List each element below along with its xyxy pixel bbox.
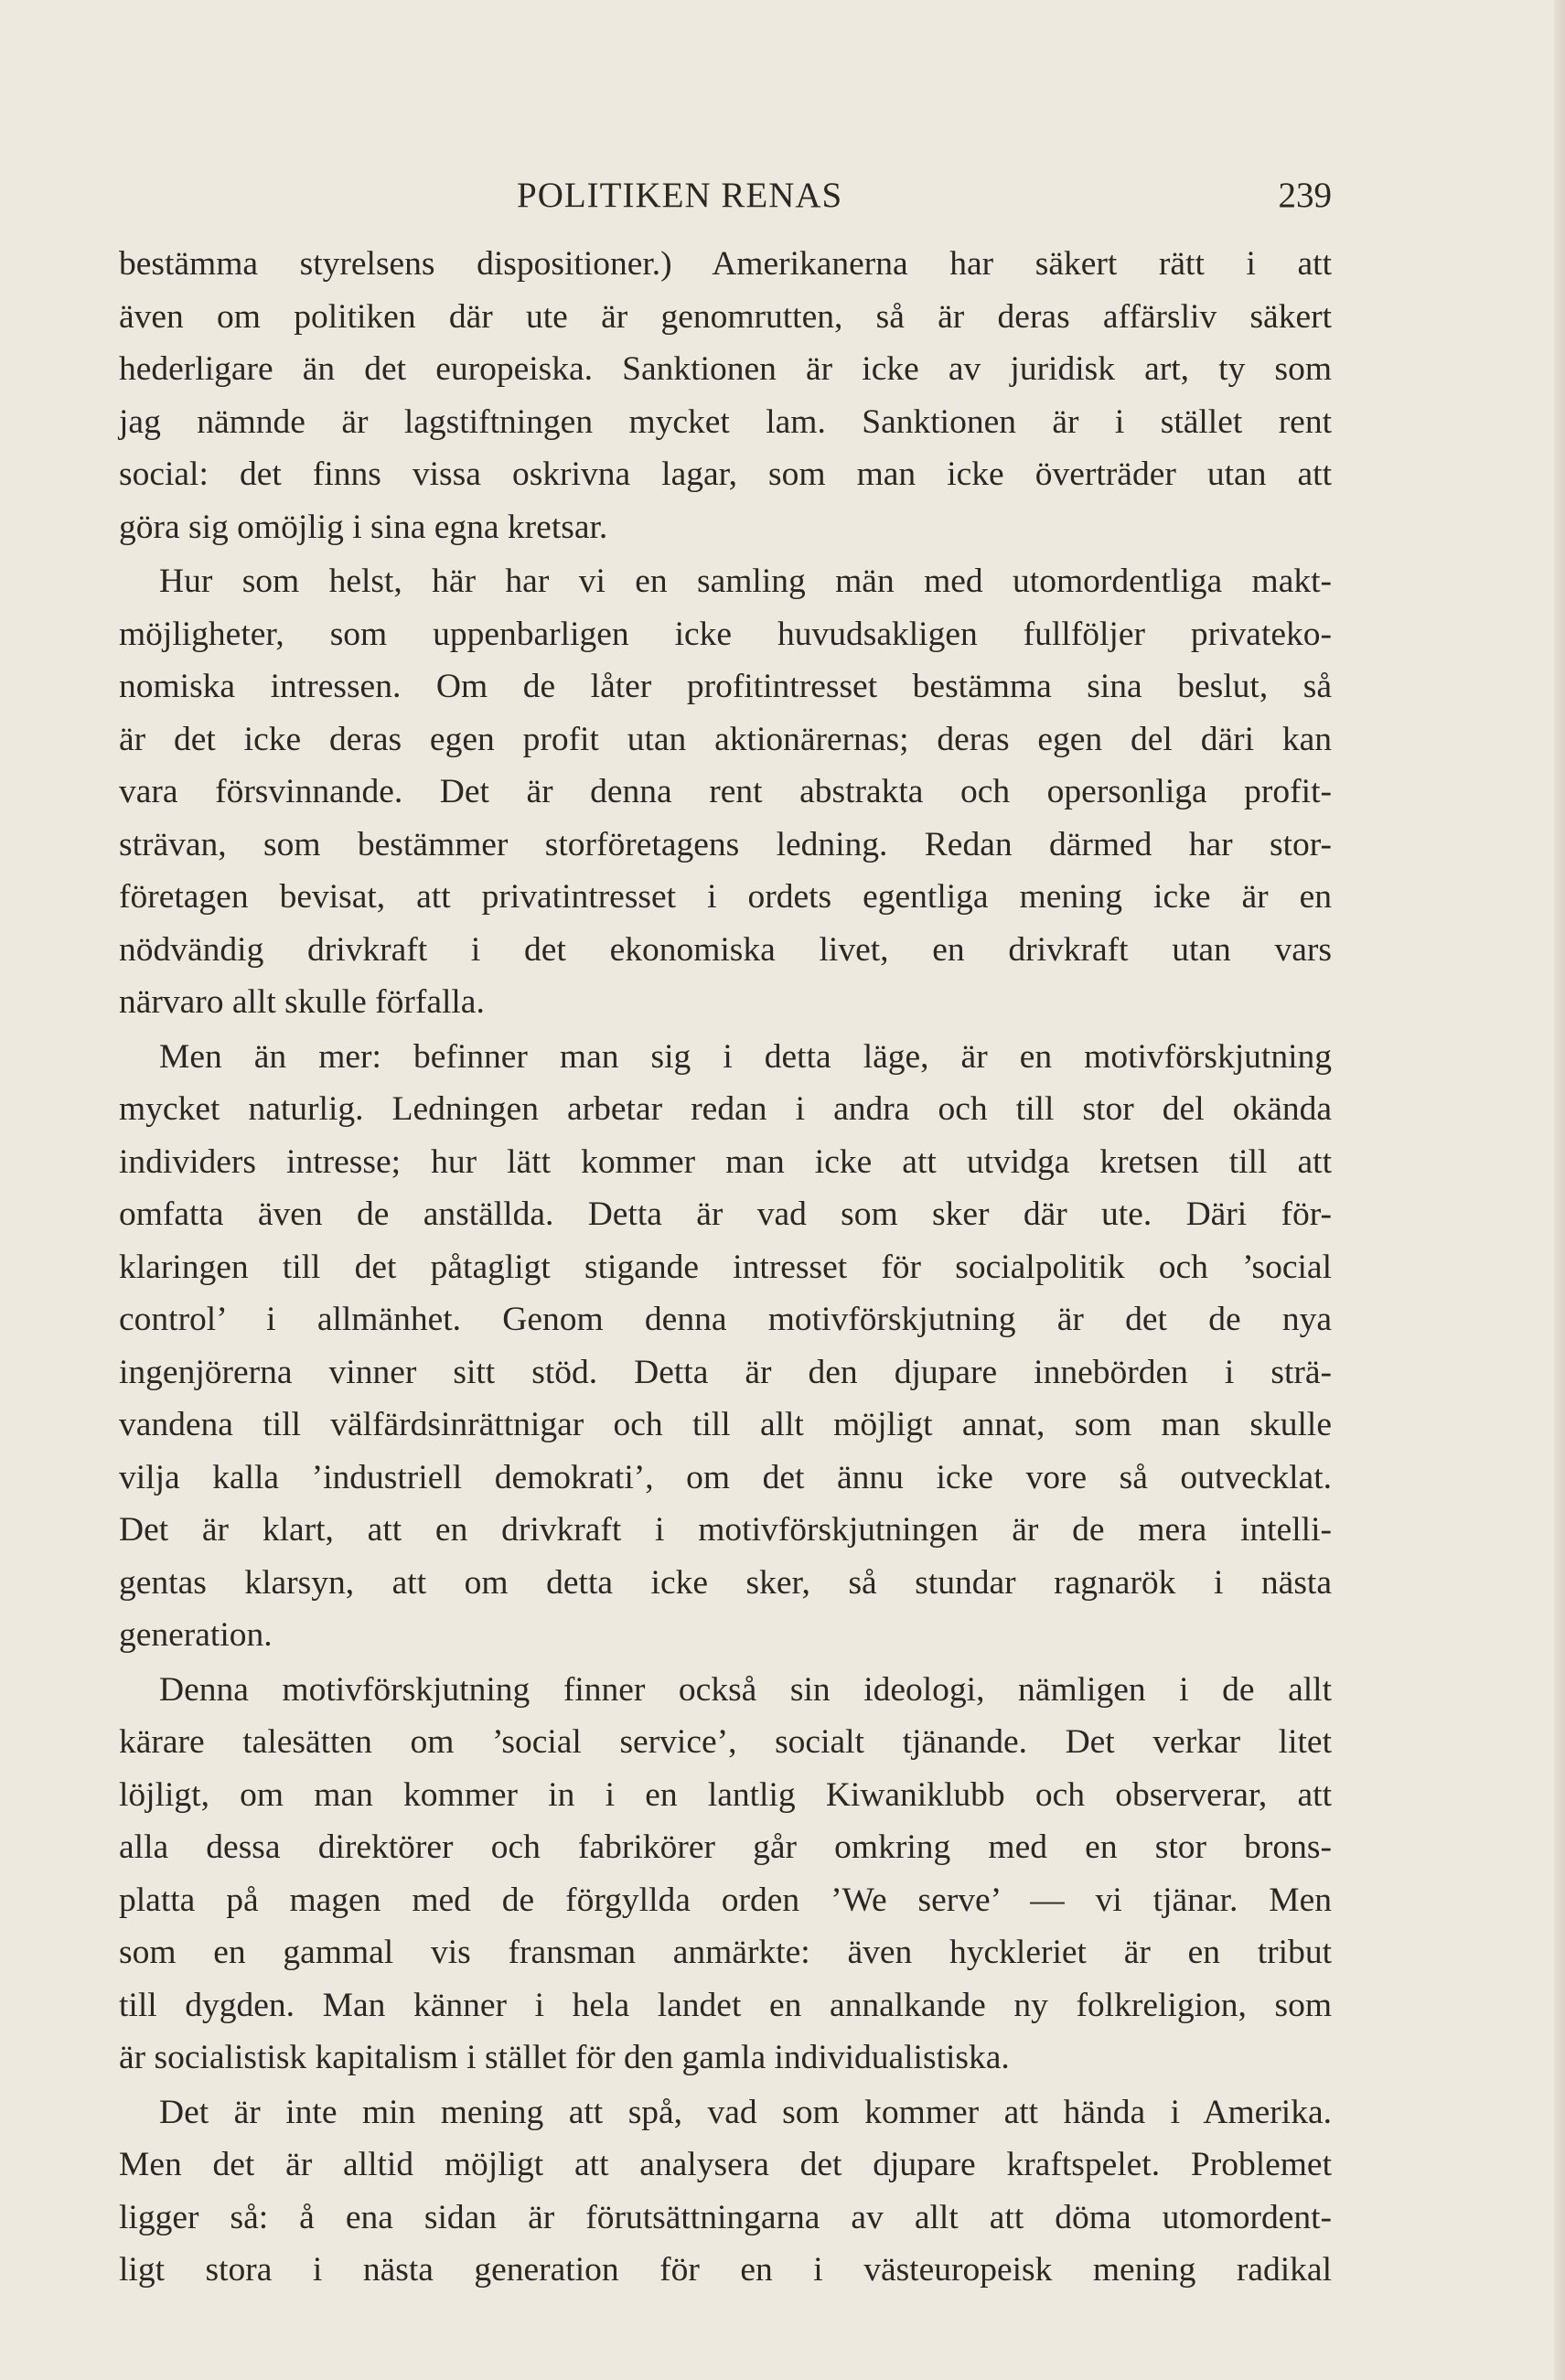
text-line: närvaro allt skulle förfalla.	[119, 983, 485, 1021]
text-line: control’ i allmänhet. Genom denna motivförskjutning är det de nya	[119, 1301, 1332, 1338]
text-line: Det är inte min mening att spå, vad som kommer att hända i Amerika.	[159, 2093, 1332, 2131]
text-line: kärare talesätten om ’social service’, socialt tjänande. Det verkar litet	[119, 1723, 1332, 1761]
text-line: Men det är alltid möjligt att analysera det djupare kraftspelet. Problemet	[119, 2146, 1332, 2183]
text-line: löjligt, om man kommer in i en lantlig Kiwaniklubb och observerar, att	[119, 1775, 1332, 1814]
text-line: Hur som helst, här har vi en samling män med utomordentliga makt-	[159, 563, 1332, 600]
text-line: nödvändig drivkraft i det ekonomiska livet, en drivkraft utan vars	[119, 930, 1332, 969]
text-line: jag nämnde är lagstiftningen mycket lam. Sanktionen är i stället rent	[119, 402, 1332, 441]
paragraph	[119, 238, 1332, 553]
text-line: är det icke deras egen profit utan aktionärernas; deras egen del däri kan	[119, 720, 1332, 758]
page-header	[119, 170, 1332, 221]
text-line: klaringen till det påtagligt stigande intresset för socialpolitik och ’social	[119, 1248, 1332, 1286]
text-line: företagen bevisat, att privatintresset i ordets egentliga mening icke är en	[119, 878, 1332, 916]
running-title: POLITIKEN RENAS	[517, 176, 843, 215]
page-number: 239	[1278, 176, 1332, 215]
text-line: vandena till välfärdsinrättnigar och till allt möjligt annat, som man skulle	[119, 1406, 1332, 1443]
text-line: ligger så: å ena sidan är förutsättningarna av allt att döma utomordent-	[119, 2198, 1332, 2236]
text-line: Men än mer: befinner man sig i detta läge, är en motivförskjutning	[159, 1037, 1332, 1076]
text-line: gentas klarsyn, att om detta icke sker, så stundar ragnarök i nästa	[119, 1563, 1332, 1602]
body-text	[119, 238, 1332, 2297]
text-line: Det är klart, att en drivkraft i motivförskjutningen är de mera intelli-	[119, 1511, 1332, 1549]
page-edge	[1554, 0, 1565, 2380]
text-line: social: det finns vissa oskrivna lagar, som man icke överträder utan att	[119, 456, 1332, 493]
text-line: ligt stora i nästa generation för en i västeuropeisk mening radikal	[119, 2251, 1332, 2289]
paragraph	[119, 1031, 1332, 1662]
text-line: alla dessa direktörer och fabrikörer går omkring med en stor brons-	[119, 1828, 1332, 1866]
paragraph	[119, 1664, 1332, 2085]
text-line: omfatta även de anställda. Detta är vad som sker där ute. Däri för-	[119, 1195, 1332, 1233]
text-line: vara försvinnande. Det är denna rent abstrakta och opersonliga profit-	[119, 773, 1332, 810]
text-line: platta på magen med de förgyllda orden ’We serve’ — vi tjänar. Men	[119, 1881, 1332, 1919]
text-line: är socialistisk kapitalism i stället för den gamla individualistiska.	[119, 2039, 1010, 2076]
paragraph	[119, 555, 1332, 1029]
text-line: individers intresse; hur lätt kommer man icke att utvidga kretsen till att	[119, 1142, 1332, 1181]
text-line: hederligare än det europeiska. Sanktionen är icke av juridisk art, ty som	[119, 350, 1332, 388]
paragraph	[119, 2086, 1332, 2297]
text-line: nomiska intressen. Om de låter profitintresset bestämma sina beslut, så	[119, 668, 1332, 705]
text-line: möjligheter, som uppenbarligen icke huvudsakligen fullföljer privateko-	[119, 615, 1332, 653]
text-line: generation.	[119, 1616, 273, 1654]
text-line: göra sig omöjlig i sina egna kretsar.	[119, 508, 608, 546]
text-line: Denna motivförskjutning finner också sin ideologi, nämligen i de allt	[159, 1670, 1332, 1709]
text-line: strävan, som bestämmer storföretagens ledning. Redan därmed har stor-	[119, 825, 1332, 863]
text-line: mycket naturlig. Ledningen arbetar redan i andra och till stor del okända	[119, 1090, 1332, 1128]
text-line: som en gammal vis fransman anmärkte: även hyckleriet är en tribut	[119, 1934, 1332, 1971]
text-line: även om politiken där ute är genomrutten, så är deras affärsliv säkert	[119, 297, 1332, 336]
text-line: till dygden. Man känner i hela landet en annalkande ny folkreligion, som	[119, 1986, 1332, 2024]
text-line: ingenjörerna vinner sitt stöd. Detta är den djupare innebörden i strä-	[119, 1353, 1332, 1391]
text-line: vilja kalla ’industriell demokrati’, om det ännu icke vore så outvecklat.	[119, 1458, 1332, 1496]
text-line: bestämma styrelsens dispositioner.) Amerikanerna har säkert rätt i att	[119, 245, 1332, 283]
